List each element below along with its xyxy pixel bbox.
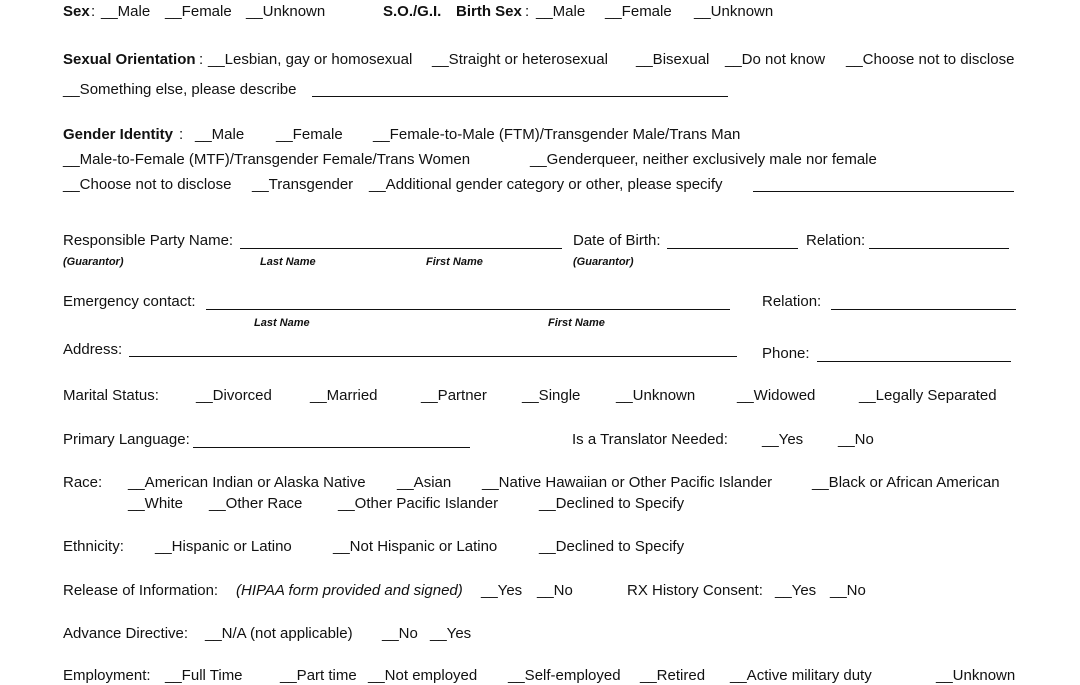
gender-identity-colon: : [179,126,184,143]
birth-sex-option-female[interactable]: __Female [605,3,672,20]
race-option-white[interactable]: __White [128,495,184,512]
advance-option-na[interactable]: __N/A (not applicable) [205,625,353,642]
marital-status-label: Marital Status: [63,387,159,404]
employment-option-retired[interactable]: __Retired [640,667,706,684]
employment-option-military[interactable]: __Active military duty [730,667,872,684]
emergency-relation-label: Relation: [762,293,822,310]
marital-option-single[interactable]: __Single [522,387,581,404]
translator-label: Is a Translator Needed: [572,431,728,448]
translator-option-yes[interactable]: __Yes [762,431,804,448]
race-option-native-hawaiian[interactable]: __Native Hawaiian or Other Pacific Islander [482,474,773,491]
emergency-last-name: Last Name [254,317,310,329]
race-option-other[interactable]: __Other Race [209,495,303,512]
birth-sex-colon: : [525,3,530,20]
birth-sex-option-male[interactable]: __Male [536,3,586,20]
emergency-contact-label: Emergency contact: [63,293,196,310]
release-label: Release of Information: [63,582,219,599]
employment-option-full-time[interactable]: __Full Time [165,667,243,684]
race-option-declined[interactable]: __Declined to Specify [539,495,685,512]
rx-option-yes[interactable]: __Yes [775,582,817,599]
marital-option-partner[interactable]: __Partner [421,387,487,404]
advance-option-yes[interactable]: __Yes [430,625,472,642]
marital-option-widowed[interactable]: __Widowed [737,387,816,404]
responsible-party-guarantor: (Guarantor) [63,256,124,268]
employment-label: Employment: [63,667,151,684]
responsible-party-first-name: First Name [426,256,483,268]
emergency-first-name: First Name [548,317,605,329]
dob-label: Date of Birth: [573,232,661,249]
orientation-describe-line[interactable] [312,96,728,97]
phone-label: Phone: [762,345,810,362]
advance-option-no[interactable]: __No [382,625,418,642]
ethnicity-label: Ethnicity: [63,538,124,555]
sex-option-female[interactable]: __Female [165,3,232,20]
employment-option-not-employed[interactable]: __Not employed [368,667,478,684]
responsible-party-name-line[interactable] [240,248,562,249]
sexual-orientation-colon: : [199,51,204,68]
ethnicity-option-declined[interactable]: __Declined to Specify [539,538,685,555]
marital-option-separated[interactable]: __Legally Separated [859,387,997,404]
address-line[interactable] [129,356,737,357]
marital-option-married[interactable]: __Married [310,387,378,404]
dob-guarantor: (Guarantor) [573,256,634,268]
sex-option-male[interactable]: __Male [101,3,151,20]
orientation-option-gay[interactable]: __Lesbian, gay or homosexual [208,51,413,68]
responsible-party-label: Responsible Party Name: [63,232,234,249]
orientation-option-other[interactable]: __Something else, please describe [63,81,297,98]
race-option-black[interactable]: __Black or African American [812,474,1000,491]
orientation-option-bisexual[interactable]: __Bisexual [636,51,710,68]
release-note: (HIPAA form provided and signed) [236,582,463,599]
translator-option-no[interactable]: __No [838,431,874,448]
orientation-option-not-disclose[interactable]: __Choose not to disclose [846,51,1015,68]
marital-option-unknown[interactable]: __Unknown [616,387,696,404]
marital-option-divorced[interactable]: __Divorced [196,387,272,404]
responsible-party-last-name: Last Name [260,256,316,268]
employment-option-part-time[interactable]: __Part time [280,667,357,684]
rx-consent-label: RX History Consent: [627,582,763,599]
phone-line[interactable] [817,361,1011,362]
gender-option-ftm[interactable]: __Female-to-Male (FTM)/Transgender Male/Trans Man [373,126,741,143]
gender-option-female[interactable]: __Female [276,126,343,143]
orientation-option-straight[interactable]: __Straight or heterosexual [432,51,608,68]
race-option-asian[interactable]: __Asian [397,474,452,491]
gender-option-mtf[interactable]: __Male-to-Female (MTF)/Transgender Female/Trans Women [63,151,471,168]
rx-option-no[interactable]: __No [830,582,866,599]
gender-specify-line[interactable] [753,191,1014,192]
sex-option-unknown[interactable]: __Unknown [246,3,326,20]
primary-language-line[interactable] [193,447,470,448]
gender-option-not-disclose[interactable]: __Choose not to disclose [63,176,232,193]
ethnicity-option-hispanic[interactable]: __Hispanic or Latino [155,538,292,555]
sogi-label: S.O./G.I. [383,3,442,20]
ethnicity-option-not-hispanic[interactable]: __Not Hispanic or Latino [333,538,498,555]
gender-identity-label: Gender Identity [63,126,174,143]
orientation-option-dont-know[interactable]: __Do not know [725,51,826,68]
responsible-relation-label: Relation: [806,232,866,249]
birth-sex-option-unknown[interactable]: __Unknown [694,3,774,20]
race-option-american-indian[interactable]: __American Indian or Alaska Native [128,474,366,491]
gender-option-additional[interactable]: __Additional gender category or other, please specify [369,176,723,193]
employment-option-unknown[interactable]: __Unknown [936,667,1016,684]
release-option-no[interactable]: __No [537,582,573,599]
employment-option-self-employed[interactable]: __Self-employed [508,667,621,684]
primary-language-label: Primary Language: [63,431,190,448]
sex-colon: : [91,3,96,20]
gender-option-male[interactable]: __Male [195,126,245,143]
sex-label: Sex [63,3,90,20]
dob-line[interactable] [667,248,798,249]
address-label: Address: [63,341,123,358]
emergency-contact-line[interactable] [206,309,730,310]
responsible-relation-line[interactable] [869,248,1009,249]
race-option-other-pacific[interactable]: __Other Pacific Islander [338,495,499,512]
release-option-yes[interactable]: __Yes [481,582,523,599]
sexual-orientation-label: Sexual Orientation [63,51,196,68]
birth-sex-label: Birth Sex [456,3,522,20]
emergency-relation-line[interactable] [831,309,1016,310]
gender-option-transgender[interactable]: __Transgender [252,176,354,193]
gender-option-genderqueer[interactable]: __Genderqueer, neither exclusively male nor female [530,151,877,168]
advance-directive-label: Advance Directive: [63,625,189,642]
race-label: Race: [63,474,103,491]
